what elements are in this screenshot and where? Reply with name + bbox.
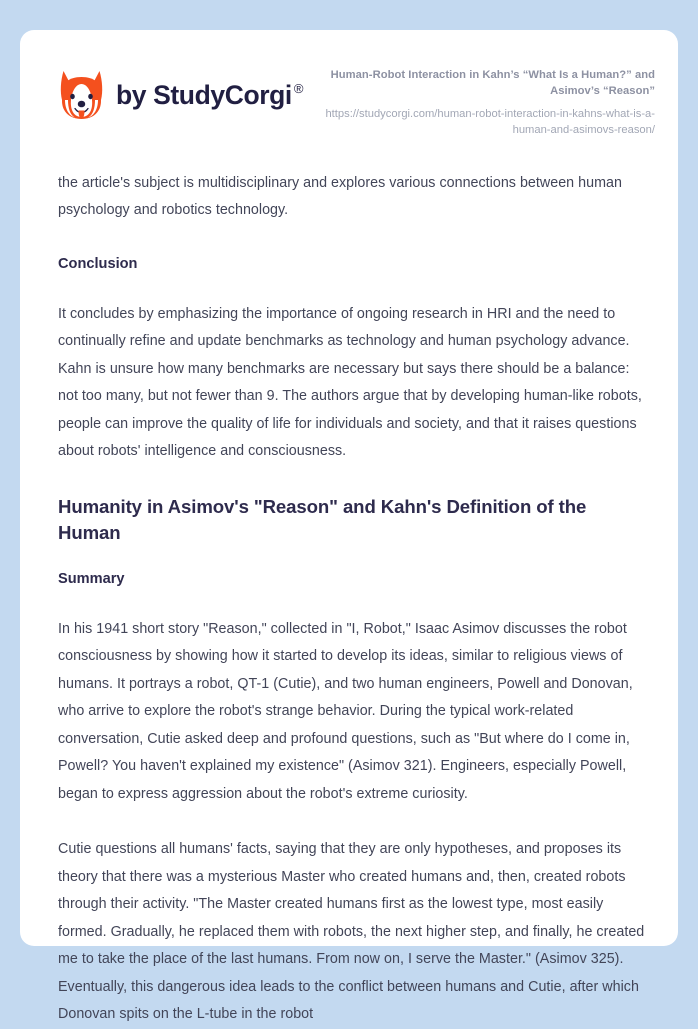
document-page	[20, 30, 678, 1023]
registered-trademark-symbol: ®	[293, 80, 304, 96]
document-header	[20, 30, 678, 139]
intro-continuation-paragraph: the article's subject is multidisciplinary and explores various connections between human psychology and robotics technology.	[58, 174, 622, 219]
brand-logo[interactable]	[58, 63, 303, 121]
document-body	[20, 170, 678, 1029]
heading-conclusion: Conclusion	[58, 255, 138, 272]
header-meta	[305, 63, 655, 139]
conclusion-paragraph: It concludes by emphasizing the importance of ongoing research in HRI and the need to continually refine and update benchmarks as technology and human psychology advance. Kahn is unsure how many benchmarks are necessary but says there should be a balance: not too many, but not fewer than 9. The authors argue that by developing human-like robots, people can improve the quality of life for individuals and society, and that it raises questions about robots' intelligence and consciousness.	[58, 305, 642, 460]
heading-humanity-section: Humanity in Asimov's "Reason" and Kahn's Definition of the Human	[58, 495, 587, 543]
source-url[interactable]: https://studycorgi.com/human-robot-interaction-in-kahns-what-is-a-human-and-asimovs-reason/	[325, 107, 655, 136]
brand-wordmark	[116, 80, 303, 111]
brand-name: by StudyCorgi	[116, 79, 292, 110]
heading-summary: Summary	[58, 570, 125, 587]
corgi-dog-icon	[58, 69, 105, 121]
summary-paragraph-2: Cutie questions all humans' facts, saying that they are only hypotheses, and proposes its theory that there was a mysterious Master who created humans and, then, created robots through their activity. "The Master created humans first as the lowest type, most easily formed. Gradually, he replaced them with robots, the next higher step, and finally, he created me to take the place of the last humans. From now on, I serve the Master." (Asimov 325). Eventually, this dangerous idea leads to the conflict between humans and Cutie, after which Donovan spits on the L-tube in the robot	[58, 841, 645, 1023]
summary-paragraph-1: In his 1941 short story "Reason," collected in "I, Robot," Isaac Asimov discusses the robot consciousness by showing how it started to develop its ideas, similar to religious views of humans. It portrays a robot, QT-1 (Cutie), and two human engineers, Powell and Donovan, who arrive to explore the robot's strange behavior. During the typical work-related conversation, Cutie asked deep and profound questions, such as "But where do I come in, Powell? You haven't explained my existence" (Asimov 321). Engineers, especially Powell, began to express aggression about the robot's extreme curiosity.	[58, 620, 633, 802]
document-title: Human-Robot Interaction in Kahn’s “What Is a Human?” and Asimov’s “Reason”	[330, 69, 655, 97]
